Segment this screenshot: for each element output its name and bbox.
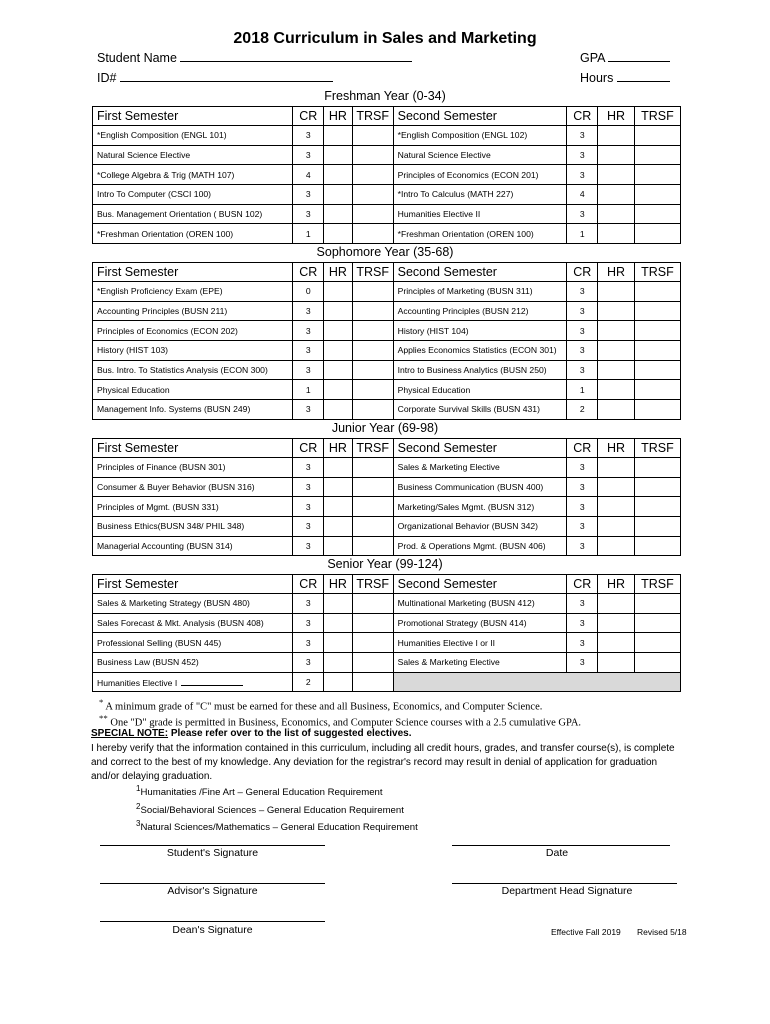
trsf-header: TRSF — [634, 263, 680, 282]
first-course-cr: 3 — [293, 653, 324, 673]
second-course-name: Multinational Marketing (BUSN 412) — [393, 594, 567, 614]
first-course-hr[interactable] — [324, 341, 353, 361]
hours-label: Hours — [580, 71, 614, 85]
first-course-hr[interactable] — [324, 301, 353, 321]
first-course-hr[interactable] — [324, 517, 353, 537]
hours-field[interactable] — [580, 71, 670, 85]
first-course-trsf[interactable] — [352, 517, 393, 537]
second-course-trsf[interactable] — [634, 458, 680, 478]
hr-header: HR — [324, 263, 353, 282]
dean-signature-label: Dean's Signature — [172, 924, 253, 936]
first-course-trsf[interactable] — [352, 185, 393, 205]
gpa-label: GPA — [580, 51, 605, 65]
course-row — [93, 536, 681, 556]
first-course-name: *English Composition (ENGL 101) — [93, 126, 293, 146]
first-course-cr: 3 — [293, 477, 324, 497]
first-semester-header: First Semester — [93, 575, 293, 594]
course-row — [93, 653, 681, 673]
first-course-hr[interactable] — [324, 185, 353, 205]
course-row — [93, 165, 681, 185]
hr-header: HR — [598, 439, 635, 458]
first-course-trsf[interactable] — [352, 224, 393, 244]
semester-header-row — [93, 107, 681, 126]
footnote-1 — [99, 697, 542, 713]
effective-date: Effective Fall 2019 — [551, 927, 621, 937]
course-row — [93, 633, 681, 653]
second-course-hr[interactable] — [598, 633, 635, 653]
first-course-name: Natural Science Elective — [93, 145, 293, 165]
second-course-name: Sales & Marketing Elective — [393, 458, 567, 478]
second-course-hr[interactable] — [598, 145, 635, 165]
verification-line-3: and/or delaying graduation. — [91, 771, 213, 782]
requirement-text: Natural Sciences/Mathematics – General Education Requirement — [140, 822, 418, 834]
first-semester-header: First Semester — [93, 439, 293, 458]
student-signature-label: Student's Signature — [166, 847, 259, 859]
senior-year-table — [92, 574, 681, 692]
junior-year-table — [92, 438, 681, 556]
first-course-cr: 3 — [293, 517, 324, 537]
verification-line-1: I hereby verify that the information contained in this curriculum, including all credit hours, grades, and transfer course(s), is complete — [91, 743, 675, 754]
second-course-name: History (HIST 104) — [393, 321, 567, 341]
first-course-trsf[interactable] — [352, 321, 393, 341]
first-course-trsf[interactable] — [352, 380, 393, 400]
second-course-cr: 3 — [567, 282, 598, 302]
second-course-name: Humanities Elective II — [393, 204, 567, 224]
second-course-trsf[interactable] — [634, 400, 680, 420]
first-course-name: Managerial Accounting (BUSN 314) — [93, 536, 293, 556]
sophomore-year-table — [92, 262, 681, 420]
course-row — [93, 380, 681, 400]
first-course-hr[interactable] — [324, 672, 353, 692]
first-course-name: Business Law (BUSN 452) — [93, 653, 293, 673]
advisor-signature-line[interactable] — [100, 883, 325, 884]
second-course-name: Accounting Principles (BUSN 212) — [393, 301, 567, 321]
cr-header: CR — [567, 575, 598, 594]
second-course-trsf[interactable] — [634, 341, 680, 361]
first-course-hr[interactable] — [324, 126, 353, 146]
footnote-2-text: One "D" grade is permitted in Business, Economics, and Computer Science courses with a 2.5 cumulative GPA. — [110, 717, 582, 729]
first-course-trsf[interactable] — [352, 301, 393, 321]
first-course-cr: 3 — [293, 613, 324, 633]
first-course-trsf[interactable] — [352, 165, 393, 185]
first-course-name: Humanities Elective I — [93, 672, 293, 692]
second-course-trsf[interactable] — [634, 321, 680, 341]
second-course-hr[interactable] — [598, 613, 635, 633]
requirement-text: Social/Behavioral Sciences – General Education Requirement — [140, 804, 404, 816]
second-course-hr[interactable] — [598, 458, 635, 478]
revised-date: Revised 5/18 — [637, 927, 687, 937]
first-course-hr[interactable] — [324, 458, 353, 478]
second-course-hr[interactable] — [598, 497, 635, 517]
first-course-hr[interactable] — [324, 145, 353, 165]
first-course-cr: 3 — [293, 594, 324, 614]
special-note-text: Please refer over to the list of suggested electives. — [170, 728, 412, 739]
second-course-cr: 3 — [567, 458, 598, 478]
date-label: Date — [545, 847, 569, 859]
second-course-trsf[interactable] — [634, 594, 680, 614]
second-course-trsf[interactable] — [634, 126, 680, 146]
second-course-name: Principles of Economics (ECON 201) — [393, 165, 567, 185]
empty-shaded-cell — [393, 672, 680, 692]
first-course-cr: 2 — [293, 672, 324, 692]
requirement-sup: 3 — [136, 819, 141, 829]
date-line[interactable] — [452, 845, 670, 846]
second-course-name: Applies Economics Statistics (ECON 301) — [393, 341, 567, 361]
first-course-name: *College Algebra & Trig (MATH 107) — [93, 165, 293, 185]
requirement-text: Humanitaties /Fine Art – General Education Requirement — [140, 787, 383, 799]
id-label: ID# — [97, 71, 117, 85]
second-course-cr: 3 — [567, 613, 598, 633]
first-course-cr: 3 — [293, 633, 324, 653]
gpa-field[interactable] — [580, 51, 670, 65]
first-course-name: *Freshman Orientation (OREN 100) — [93, 224, 293, 244]
second-course-trsf[interactable] — [634, 360, 680, 380]
first-course-trsf[interactable] — [352, 145, 393, 165]
first-course-trsf[interactable] — [352, 653, 393, 673]
second-course-cr: 3 — [567, 145, 598, 165]
second-course-cr: 1 — [567, 380, 598, 400]
first-course-trsf[interactable] — [352, 341, 393, 361]
student-signature-line[interactable] — [100, 845, 325, 846]
second-course-cr: 3 — [567, 126, 598, 146]
first-course-cr: 3 — [293, 321, 324, 341]
first-course-cr: 3 — [293, 341, 324, 361]
second-course-cr: 3 — [567, 653, 598, 673]
second-course-hr[interactable] — [598, 400, 635, 420]
first-semester-header: First Semester — [93, 107, 293, 126]
second-course-name: Organizational Behavior (BUSN 342) — [393, 517, 567, 537]
second-course-hr[interactable] — [598, 653, 635, 673]
course-row — [93, 613, 681, 633]
second-course-name: *Freshman Orientation (OREN 100) — [393, 224, 567, 244]
second-course-name: Principles of Marketing (BUSN 311) — [393, 282, 567, 302]
course-row — [93, 145, 681, 165]
second-course-hr[interactable] — [598, 594, 635, 614]
first-course-name: Sales Forecast & Mkt. Analysis (BUSN 408) — [93, 613, 293, 633]
second-course-cr: 3 — [567, 477, 598, 497]
second-course-trsf[interactable] — [634, 282, 680, 302]
second-semester-header: Second Semester — [393, 107, 567, 126]
second-course-hr[interactable] — [598, 380, 635, 400]
course-row — [93, 204, 681, 224]
first-course-cr: 4 — [293, 165, 324, 185]
first-course-name: Intro To Computer (CSCI 100) — [93, 185, 293, 205]
hr-header: HR — [324, 107, 353, 126]
verification-paragraph — [91, 742, 691, 784]
course-row — [93, 341, 681, 361]
second-course-hr[interactable] — [598, 282, 635, 302]
first-course-trsf[interactable] — [352, 594, 393, 614]
second-course-name: Intro to Business Analytics (BUSN 250) — [393, 360, 567, 380]
second-course-hr[interactable] — [598, 477, 635, 497]
hr-header: HR — [598, 107, 635, 126]
course-row — [93, 458, 681, 478]
second-course-trsf[interactable] — [634, 380, 680, 400]
cr-header: CR — [293, 107, 324, 126]
second-course-hr[interactable] — [598, 341, 635, 361]
first-course-trsf[interactable] — [352, 497, 393, 517]
senior-year-label: Senior Year (99-124) — [327, 557, 443, 571]
dept-head-signature-line[interactable] — [452, 883, 677, 884]
second-course-trsf[interactable] — [634, 536, 680, 556]
course-row — [93, 282, 681, 302]
first-course-hr[interactable] — [324, 400, 353, 420]
first-course-name: Principles of Mgmt. (BUSN 331) — [93, 497, 293, 517]
advisor-signature-label: Advisor's Signature — [167, 885, 258, 897]
second-course-cr: 3 — [567, 594, 598, 614]
second-course-cr: 3 — [567, 301, 598, 321]
first-course-trsf[interactable] — [352, 477, 393, 497]
semester-header-row — [93, 575, 681, 594]
second-course-name: Prod. & Operations Mgmt. (BUSN 406) — [393, 536, 567, 556]
first-course-hr[interactable] — [324, 224, 353, 244]
first-course-cr: 3 — [293, 400, 324, 420]
trsf-header: TRSF — [634, 575, 680, 594]
second-course-hr[interactable] — [598, 126, 635, 146]
second-course-trsf[interactable] — [634, 613, 680, 633]
second-course-trsf[interactable] — [634, 653, 680, 673]
first-course-cr: 0 — [293, 282, 324, 302]
junior-year-label: Junior Year (69-98) — [331, 421, 439, 435]
first-course-name: Sales & Marketing Strategy (BUSN 480) — [93, 594, 293, 614]
first-course-name: Consumer & Buyer Behavior (BUSN 316) — [93, 477, 293, 497]
first-course-name: Management Info. Systems (BUSN 249) — [93, 400, 293, 420]
footnote-2-marker: ** — [99, 713, 108, 723]
trsf-header: TRSF — [352, 439, 393, 458]
second-course-hr[interactable] — [598, 517, 635, 537]
requirement-item — [136, 782, 418, 800]
first-course-cr: 3 — [293, 204, 324, 224]
trsf-header: TRSF — [634, 107, 680, 126]
second-semester-header: Second Semester — [393, 263, 567, 282]
second-course-cr: 3 — [567, 341, 598, 361]
second-course-cr: 3 — [567, 497, 598, 517]
student-name-line — [180, 51, 412, 62]
first-course-trsf[interactable] — [352, 536, 393, 556]
special-note-label: SPECIAL NOTE: — [91, 728, 169, 739]
gpa-line — [608, 51, 670, 62]
trsf-header: TRSF — [634, 439, 680, 458]
course-row — [93, 321, 681, 341]
course-row — [93, 224, 681, 244]
student-name-field[interactable] — [97, 51, 412, 65]
hr-header: HR — [324, 575, 353, 594]
second-course-trsf[interactable] — [634, 633, 680, 653]
course-row — [93, 400, 681, 420]
trsf-header: TRSF — [352, 263, 393, 282]
first-course-hr[interactable] — [324, 594, 353, 614]
course-row — [93, 126, 681, 146]
second-course-cr: 3 — [567, 633, 598, 653]
first-course-name: Bus. Intro. To Statistics Analysis (ECON 300) — [93, 360, 293, 380]
dean-signature-line[interactable] — [100, 921, 325, 922]
second-course-name: Sales & Marketing Elective — [393, 653, 567, 673]
first-course-name: Bus. Management Orientation ( BUSN 102) — [93, 204, 293, 224]
footnote-1-marker: * — [99, 697, 104, 707]
cr-header: CR — [567, 439, 598, 458]
first-course-trsf[interactable] — [352, 633, 393, 653]
course-row — [93, 301, 681, 321]
course-row — [93, 517, 681, 537]
second-course-trsf[interactable] — [634, 145, 680, 165]
footnote-2 — [99, 713, 581, 729]
requirement-item — [136, 800, 418, 818]
first-course-name: Principles of Economics (ECON 202) — [93, 321, 293, 341]
first-course-cr: 3 — [293, 497, 324, 517]
first-course-cr: 3 — [293, 360, 324, 380]
first-course-hr[interactable] — [324, 477, 353, 497]
id-field[interactable] — [97, 71, 333, 85]
second-course-cr: 3 — [567, 360, 598, 380]
first-semester-header: First Semester — [93, 263, 293, 282]
course-row — [93, 360, 681, 380]
second-course-trsf[interactable] — [634, 204, 680, 224]
first-course-trsf[interactable] — [352, 672, 393, 692]
first-course-cr: 3 — [293, 536, 324, 556]
first-course-hr[interactable] — [324, 536, 353, 556]
first-course-name: Business Ethics(BUSN 348/ PHIL 348) — [93, 517, 293, 537]
first-course-name: Physical Education — [93, 380, 293, 400]
first-course-trsf[interactable] — [352, 458, 393, 478]
semester-header-row — [93, 263, 681, 282]
second-course-hr[interactable] — [598, 204, 635, 224]
first-course-name: History (HIST 103) — [93, 341, 293, 361]
second-course-name: Humanities Elective I or II — [393, 633, 567, 653]
second-course-cr: 3 — [567, 165, 598, 185]
semester-header-row — [93, 439, 681, 458]
second-course-trsf[interactable] — [634, 517, 680, 537]
verification-line-2: and correct to the best of my knowledge. Any deviation for the registrar's record may result in denial of application for graduation — [91, 757, 658, 768]
first-course-hr[interactable] — [324, 497, 353, 517]
second-course-cr: 3 — [567, 536, 598, 556]
cr-header: CR — [293, 263, 324, 282]
second-course-name: Corporate Survival Skills (BUSN 431) — [393, 400, 567, 420]
first-course-trsf[interactable] — [352, 204, 393, 224]
second-course-cr: 1 — [567, 224, 598, 244]
first-course-cr: 3 — [293, 185, 324, 205]
freshman-year-table — [92, 106, 681, 244]
second-course-hr[interactable] — [598, 360, 635, 380]
second-course-cr: 4 — [567, 185, 598, 205]
sophomore-year-label: Sophomore Year (35-68) — [316, 245, 454, 259]
second-course-trsf[interactable] — [634, 497, 680, 517]
course-row — [93, 672, 681, 692]
first-course-hr[interactable] — [324, 165, 353, 185]
first-course-hr[interactable] — [324, 204, 353, 224]
first-course-trsf[interactable] — [352, 360, 393, 380]
second-course-cr: 2 — [567, 400, 598, 420]
requirements-list — [136, 782, 418, 835]
course-row — [93, 594, 681, 614]
second-course-trsf[interactable] — [634, 301, 680, 321]
first-course-cr: 1 — [293, 224, 324, 244]
dept-head-signature-label: Department Head Signature — [501, 885, 633, 897]
course-row — [93, 477, 681, 497]
second-course-hr[interactable] — [598, 224, 635, 244]
first-course-hr[interactable] — [324, 360, 353, 380]
first-course-cr: 1 — [293, 380, 324, 400]
cr-header: CR — [293, 439, 324, 458]
second-course-name: Natural Science Elective — [393, 145, 567, 165]
second-course-name: *English Composition (ENGL 102) — [393, 126, 567, 146]
hours-line — [617, 71, 670, 82]
cr-header: CR — [293, 575, 324, 594]
first-course-hr[interactable] — [324, 633, 353, 653]
second-course-name: Physical Education — [393, 380, 567, 400]
course-row — [93, 497, 681, 517]
trsf-header: TRSF — [352, 107, 393, 126]
first-course-cr: 3 — [293, 301, 324, 321]
second-course-hr[interactable] — [598, 185, 635, 205]
requirement-sup: 2 — [136, 801, 141, 811]
page-title: 2018 Curriculum in Sales and Marketing — [233, 30, 537, 47]
first-course-trsf[interactable] — [352, 282, 393, 302]
requirement-item — [136, 817, 418, 835]
second-semester-header: Second Semester — [393, 439, 567, 458]
second-course-hr[interactable] — [598, 301, 635, 321]
first-course-hr[interactable] — [324, 380, 353, 400]
first-course-name: *English Proficiency Exam (EPE) — [93, 282, 293, 302]
second-course-name: Promotional Strategy (BUSN 414) — [393, 613, 567, 633]
second-course-hr[interactable] — [598, 321, 635, 341]
second-course-trsf[interactable] — [634, 165, 680, 185]
hr-header: HR — [598, 263, 635, 282]
student-name-label: Student Name — [97, 51, 177, 65]
freshman-year-label: Freshman Year (0-34) — [324, 89, 446, 103]
first-course-cr: 3 — [293, 145, 324, 165]
footnote-1-text: A minimum grade of "C" must be earned for these and all Business, Economics, and Computer Science. — [105, 701, 543, 713]
second-course-trsf[interactable] — [634, 477, 680, 497]
first-course-trsf[interactable] — [352, 613, 393, 633]
first-course-hr[interactable] — [324, 653, 353, 673]
second-course-cr: 3 — [567, 204, 598, 224]
hr-header: HR — [598, 575, 635, 594]
second-course-hr[interactable] — [598, 165, 635, 185]
course-row — [93, 185, 681, 205]
second-course-hr[interactable] — [598, 536, 635, 556]
humanities-elective-blank[interactable] — [181, 677, 243, 686]
second-course-cr: 3 — [567, 517, 598, 537]
second-course-name: Marketing/Sales Mgmt. (BUSN 312) — [393, 497, 567, 517]
first-course-hr[interactable] — [324, 613, 353, 633]
first-course-trsf[interactable] — [352, 126, 393, 146]
hr-header: HR — [324, 439, 353, 458]
second-course-cr: 3 — [567, 321, 598, 341]
first-course-name: Professional Selling (BUSN 445) — [93, 633, 293, 653]
first-course-hr[interactable] — [324, 282, 353, 302]
first-course-name: Accounting Principles (BUSN 211) — [93, 301, 293, 321]
second-course-trsf[interactable] — [634, 224, 680, 244]
cr-header: CR — [567, 107, 598, 126]
first-course-hr[interactable] — [324, 321, 353, 341]
trsf-header: TRSF — [352, 575, 393, 594]
requirement-sup: 1 — [136, 784, 141, 793]
id-line — [120, 71, 333, 82]
first-course-cr: 3 — [293, 458, 324, 478]
second-semester-header: Second Semester — [393, 575, 567, 594]
first-course-name: Principles of Finance (BUSN 301) — [93, 458, 293, 478]
cr-header: CR — [567, 263, 598, 282]
first-course-trsf[interactable] — [352, 400, 393, 420]
second-course-name: Business Communication (BUSN 400) — [393, 477, 567, 497]
first-course-cr: 3 — [293, 126, 324, 146]
special-note — [91, 728, 411, 739]
second-course-trsf[interactable] — [634, 185, 680, 205]
second-course-name: *Intro To Calculus (MATH 227) — [393, 185, 567, 205]
